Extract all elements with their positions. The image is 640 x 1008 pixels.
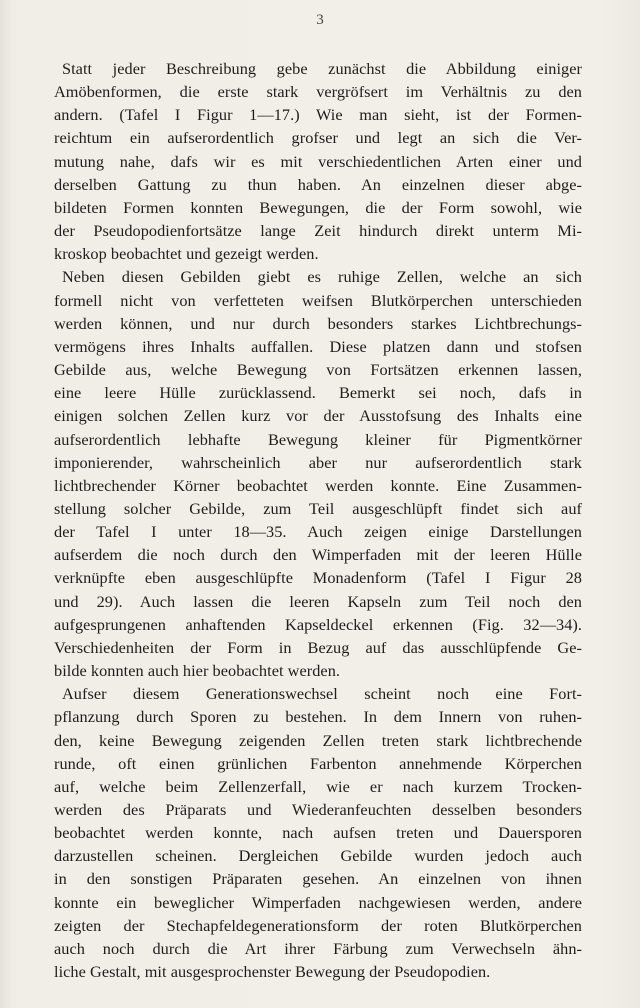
text-line: lichtbrechender Körner beobachtet werden konnte. Eine Zusammen- — [54, 475, 582, 495]
paragraph-3 — [54, 682, 582, 983]
text-line: in den sonstigen Präparaten gesehen. An einzelnen von ihnen — [54, 869, 582, 889]
page-number: 3 — [316, 12, 324, 28]
text-line: eine leere Hülle zurücklassend. Bemerkt sei noch, dafs in — [54, 383, 582, 403]
text-line: der Pseudopodienfortsätze lange Zeit hindurch direkt unterm Mi- — [54, 221, 582, 241]
text-line: Aufser diesem Generationswechsel scheint noch eine Fort- — [62, 684, 582, 704]
text-line: kroskop beobachtet und gezeigt werden. — [54, 244, 319, 264]
text-line: bilde konnten auch hier beobachtet werden. — [54, 661, 341, 681]
text-line: Gebilde aus, welche Bewegung von Fortsätzen erkennen lassen, — [54, 360, 582, 380]
text-line: zeigten der Stechapfeldegenerationsform der roten Blutkörperchen — [54, 915, 582, 935]
text-line: Neben diesen Gebilden giebt es ruhige Zellen, welche an sich — [62, 267, 582, 287]
text-line: darzustellen scheinen. Dergleichen Gebilde wurden jedoch auch — [54, 846, 582, 866]
text-line: derselben Gattung zu thun haben. An einzelnen dieser abge- — [54, 174, 582, 194]
text-line: liche Gestalt, mit ausgesprochenster Bewegung der Pseudopodien. — [54, 962, 491, 982]
text-line: beobachtet werden konnte, nach aufsen treten und Dauersporen — [54, 823, 582, 843]
text-line: einigen solchen Zellen kurz vor der Ausstofsung des Inhalts eine — [54, 406, 582, 426]
text-line: konnte ein beweglicher Wimperfaden nachgewiesen werden, andere — [54, 892, 582, 912]
text-line: den, keine Bewegung zeigenden Zellen treten stark lichtbrechende — [54, 730, 582, 750]
text-line: aufserordentlich lebhafte Bewegung kleiner für Pigmentkörner — [54, 429, 582, 449]
text-line: werden können, und nur durch besonders starkes Lichtbrechungs- — [54, 313, 582, 333]
paragraph-2 — [54, 265, 582, 682]
body-text — [54, 57, 582, 983]
text-line: formell nicht von verfetteten weifsen Blutkörperchen unterschieden — [54, 290, 582, 310]
text-line: runde, oft einen grünlichen Farbenton annehmende Körperchen — [54, 753, 582, 773]
text-line: Amöbenformen, die erste stark vergröfsert im Verhältnis zu den — [54, 82, 582, 102]
text-line: stellung solcher Gebilde, zum Teil ausgeschlüpft findet sich auf — [54, 498, 582, 518]
text-line: Verschiedenheiten der Form in Bezug auf das ausschlüpfende Ge- — [54, 637, 582, 657]
text-line: aufgesprungenen anhaftenden Kapseldeckel erkennen (Fig. 32—34). — [54, 614, 582, 634]
text-line: imponierender, wahrscheinlich aber nur aufserordentlich stark — [54, 452, 582, 472]
text-line: und 29). Auch lassen die leeren Kapseln zum Teil noch den — [54, 591, 582, 611]
text-line: auch noch durch die Art ihrer Färbung zum Verwechseln ähn- — [54, 938, 582, 958]
text-line: werden des Präparats und Wiederanfeuchten desselben besonders — [54, 800, 582, 819]
text-line: Statt jeder Beschreibung gebe zunächst die Abbildung einiger — [62, 59, 582, 78]
text-line: mutung nahe, dafs wir es mit verschiedentlichen Arten einer und — [54, 151, 582, 171]
text-line: auf, welche beim Zellenzerfall, wie er nach kurzem Trocken- — [54, 776, 582, 796]
text-line: bildeten Formen konnten Bewegungen, die der Form sowohl, wie — [54, 197, 582, 217]
text-line: der Tafel I unter 18—35. Auch zeigen einige Darstellungen — [54, 522, 582, 542]
text-line: verknüpfte eben ausgeschlüpfte Monadenform (Tafel I Figur 28 — [54, 568, 582, 588]
text-line: aufserdem die noch durch den Wimperfaden mit der leeren Hülle — [54, 545, 582, 565]
paragraph-1 — [54, 57, 582, 265]
text-line: reichtum ein aufserordentlich grofser und legt an sich die Ver- — [54, 128, 582, 148]
text-line: andern. (Tafel I Figur 1—17.) Wie man sieht, ist der Formen- — [54, 105, 582, 125]
text-line: vermögens ihres Inhalts auffallen. Diese platzen dann und stofsen — [54, 336, 582, 356]
text-line: pflanzung durch Sporen zu bestehen. In dem Innern von ruhen- — [54, 707, 582, 727]
